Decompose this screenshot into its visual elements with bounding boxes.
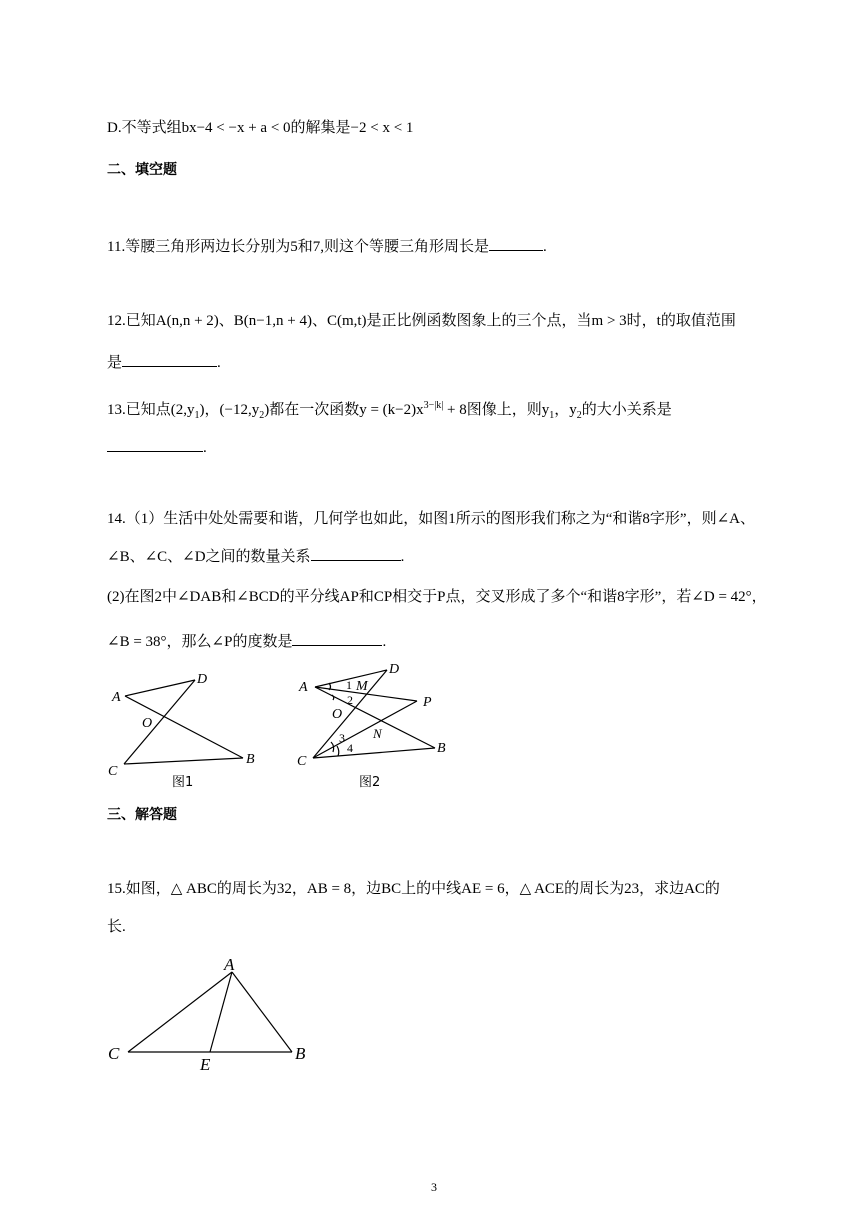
angle-mark-1 (329, 683, 331, 690)
angle-mark-4 (337, 746, 339, 756)
label-b: B (295, 1044, 306, 1063)
q13-part: )，(−12,y (199, 402, 260, 418)
label-c: C (297, 754, 307, 769)
q13-part: 13.已知点(2,y (107, 402, 195, 418)
label-o: O (332, 707, 343, 722)
segment-ae (210, 972, 232, 1052)
figure-1-caption: 图1 (172, 775, 194, 790)
q13-sub: 2 (576, 410, 582, 421)
segment-cp (313, 701, 417, 758)
label-a: A (299, 680, 308, 695)
figure-1 (100, 663, 270, 793)
q14-text: ∠B = 38°，那么∠P的度数是 (107, 634, 293, 650)
label-d: D (389, 662, 400, 677)
angle-mark-2 (332, 695, 334, 700)
segment-cb (313, 748, 435, 758)
label-4: 4 (347, 741, 353, 755)
question-12-prefix: 是 (107, 355, 123, 371)
section-title-solutions: 三、解答题 (107, 806, 177, 822)
q13-part: 的大小关系是 (581, 402, 672, 418)
label-n: N (373, 726, 382, 741)
question-13-end: . (203, 440, 207, 456)
q13-sub: 1 (549, 410, 555, 421)
label-b: B (246, 752, 255, 767)
q13-part: ，y (554, 402, 577, 418)
q14-end: . (382, 634, 387, 650)
label-p: P (423, 695, 432, 710)
label-3: 3 (339, 731, 345, 745)
q13-part: )都在一次函数y = (k−2)x (264, 402, 424, 418)
answer-blank[interactable] (311, 546, 401, 561)
question-14-part1-line1: 14.（1）生活中处处需要和谐，几何学也如此，如图1所示的图形我们称之为“和谐8字形”，则∠A、 (107, 511, 755, 527)
segment-ad (125, 680, 195, 696)
figure-q15 (100, 950, 320, 1075)
question-15-line2: 长. (107, 919, 126, 935)
question-14-part1-line2 (107, 546, 404, 567)
label-o: O (142, 716, 153, 731)
section-title-fill-in: 二、填空题 (107, 161, 177, 177)
q13-sub: 2 (259, 410, 265, 421)
label-2: 2 (347, 693, 353, 707)
label-a: A (224, 955, 235, 974)
page-number: 3 (431, 1180, 437, 1194)
question-11-text: 11.等腰三角形两边长分别为5和7,则这个等腰三角形周长是 (107, 239, 489, 255)
answer-blank[interactable] (292, 631, 382, 646)
question-11-end: . (542, 239, 547, 255)
segment-cb (124, 758, 243, 764)
answer-blank[interactable] (489, 236, 543, 251)
segment-ca (128, 972, 232, 1052)
q13-sub: 1 (194, 410, 200, 421)
answer-blank[interactable] (122, 352, 217, 367)
q14-text: ∠B、∠C、∠D之间的数量关系 (107, 549, 311, 565)
question-12-end: . (217, 355, 221, 371)
label-a: A (112, 690, 121, 705)
question-11 (107, 236, 547, 257)
label-1: 1 (346, 678, 352, 692)
label-b: B (437, 741, 446, 756)
question-14-part2-line1: (2)在图2中∠DAB和∠BCD的平分线AP和CP相交于P点，交叉形成了多个“和谐8字形”，若∠D = 42°， (107, 589, 767, 605)
question-15-line1: 15.如图，△ ABC的周长为32，AB = 8，边BC上的中线AE = 6，△ ACE的周长为23，求边AC的 (107, 881, 720, 897)
label-e: E (200, 1055, 211, 1074)
figure-2 (295, 660, 465, 795)
label-c: C (108, 764, 118, 779)
q13-exponent: 3−|k| (423, 400, 444, 411)
q13-part: + 8图像上，则y (443, 402, 550, 418)
question-12-line2 (107, 352, 221, 373)
label-c: C (108, 1044, 120, 1063)
label-d: D (197, 672, 208, 687)
figure-2-caption: 图2 (359, 775, 381, 790)
segment-ab (232, 972, 292, 1052)
label-m: M (356, 679, 368, 694)
question-12-line1: 12.已知A(n,n + 2)、B(n−1,n + 4)、C(m,t)是正比例函数图象上的三个点，当m > 3时，t的取值范围 (107, 313, 736, 329)
segment-dc (124, 680, 195, 764)
option-d: D.不等式组bx−4 < −x + a < 0的解集是−2 < x < 1 (107, 120, 414, 136)
question-14-part2-line2 (107, 631, 386, 652)
q14-end: . (400, 549, 405, 565)
question-13-line2 (107, 437, 207, 458)
answer-blank[interactable] (107, 437, 203, 452)
question-13-line1 (107, 396, 672, 426)
